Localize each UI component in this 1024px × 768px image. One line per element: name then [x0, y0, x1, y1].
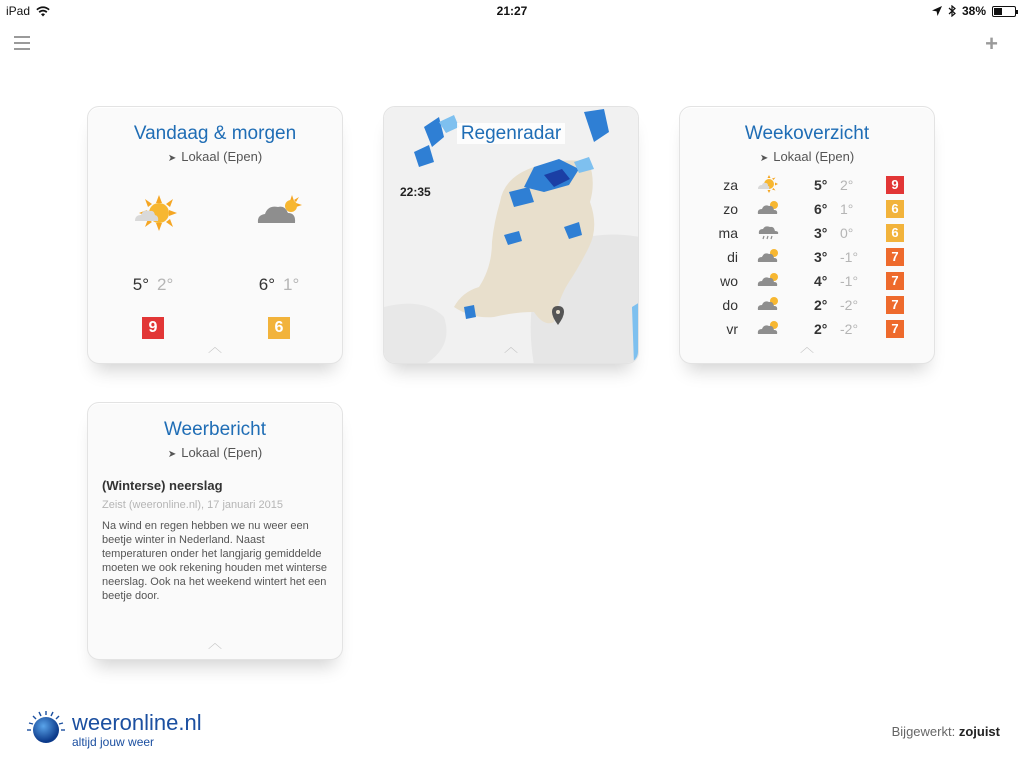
cloud-partly-sunny-icon — [756, 271, 782, 291]
radar-timestamp: 22:35 — [400, 185, 431, 199]
week-row-wo[interactable] — [706, 273, 916, 293]
location-label: ➤ Lokaal (Epen) — [167, 149, 263, 164]
cloud-partly-sunny-icon — [756, 247, 782, 267]
location-label: ➤ Lokaal (Epen) — [759, 149, 855, 164]
forecast-card[interactable] — [87, 402, 343, 660]
today-forecast — [108, 193, 198, 339]
sun-behind-cloud-icon — [129, 193, 177, 233]
week-row-ma[interactable] — [706, 225, 916, 245]
cloud-partly-sunny-icon — [756, 199, 782, 219]
high-temp: 5° — [814, 177, 828, 193]
location-arrow-icon: ➤ — [759, 153, 769, 164]
weather-score-badge: 7 — [886, 320, 904, 338]
weather-score-badge: 7 — [886, 272, 904, 290]
low-temp: -1° — [840, 249, 859, 265]
tomorrow-forecast — [234, 193, 324, 339]
high-temp: 6° — [814, 201, 828, 217]
day-label: ma — [718, 225, 738, 241]
globe-icon — [26, 710, 66, 750]
low-temp: -1° — [840, 273, 859, 289]
day-label: wo — [720, 273, 738, 289]
low-temp: 1° — [840, 201, 854, 217]
day-label: do — [722, 297, 738, 313]
device-label: iPad — [6, 4, 31, 18]
add-icon[interactable]: + — [985, 31, 998, 56]
high-temp: 3° — [814, 225, 828, 241]
expand-chevron-icon[interactable]: ︿ — [208, 635, 222, 651]
week-row-do[interactable] — [706, 297, 916, 317]
updated-value: zojuist — [958, 724, 1000, 739]
high-temp: 4° — [814, 273, 828, 289]
cloud-partly-sunny-icon — [254, 193, 304, 233]
low-temp: 0° — [840, 225, 854, 241]
high-temp: 3° — [814, 249, 828, 265]
brand-tagline: altijd jouw weer — [72, 735, 155, 749]
card-title: Weerbericht — [163, 419, 267, 440]
menu-icon[interactable] — [14, 36, 30, 50]
weather-score-badge: 6 — [886, 200, 904, 218]
week-row-za[interactable] — [706, 177, 916, 197]
low-temp: -2° — [840, 297, 859, 313]
location-arrow-icon: ➤ — [167, 153, 177, 164]
today-card[interactable] — [87, 106, 343, 364]
bluetooth-icon — [948, 5, 956, 17]
weather-score-badge: 6 — [886, 224, 904, 242]
weather-score-badge: 6 — [268, 317, 290, 339]
cloud-partly-sunny-icon — [756, 319, 782, 339]
location-arrow-icon: ➤ — [167, 449, 177, 460]
updated-label: Bijgewerkt: — [891, 724, 956, 739]
card-title: Vandaag & morgen — [133, 123, 297, 144]
status-bar — [0, 0, 1024, 20]
cloud-rain-icon — [756, 223, 782, 243]
radar-card[interactable] — [383, 106, 639, 364]
forecast-text: Na wind en regen hebben we nu weer een beetje winter in Nederland. Naast temperaturen onder het langjarig gemiddelde moeten we ook rekening houden met winterse neerslag. Ook na het weekend wintert het een beetje door. — [102, 520, 328, 602]
low-temp: -2° — [840, 321, 859, 337]
battery-level — [994, 8, 1002, 15]
location-label: ➤ Lokaal (Epen) — [167, 445, 263, 460]
high-temp: 2° — [814, 321, 828, 337]
clock: 21:27 — [496, 4, 528, 18]
last-updated — [892, 724, 1000, 739]
week-card[interactable] — [679, 106, 935, 364]
high-temp: 2° — [814, 297, 828, 313]
radar-map[interactable] — [384, 107, 639, 364]
card-title: Weekoverzicht — [744, 123, 870, 144]
battery-icon — [992, 6, 1016, 17]
temperature: 6° 1° — [258, 275, 300, 294]
low-temp: 2° — [840, 177, 854, 193]
sun-behind-cloud-icon — [756, 175, 782, 195]
battery-percent: 38% — [961, 4, 986, 18]
expand-chevron-icon[interactable]: ︿ — [504, 339, 518, 355]
week-row-zo[interactable] — [706, 201, 916, 221]
brand-logo[interactable] — [26, 710, 202, 750]
weather-score-badge: 9 — [142, 317, 164, 339]
weather-score-badge: 7 — [886, 296, 904, 314]
forecast-headline: (Winterse) neerslag — [102, 478, 223, 493]
temperature: 5° 2° — [132, 275, 174, 294]
week-row-di[interactable] — [706, 249, 916, 269]
cloud-partly-sunny-icon — [756, 295, 782, 315]
weather-score-badge: 9 — [886, 176, 904, 194]
forecast-source: Zeist (weeronline.nl), 17 januari 2015 — [102, 499, 283, 511]
brand-name: weeronline.nl — [72, 710, 202, 735]
day-label: za — [723, 177, 738, 193]
card-title: Regenradar — [384, 123, 638, 145]
weather-score-badge: 7 — [886, 248, 904, 266]
expand-chevron-icon[interactable]: ︿ — [800, 339, 814, 355]
day-label: zo — [723, 201, 738, 217]
day-label: vr — [726, 321, 738, 337]
location-arrow-icon — [932, 6, 942, 16]
day-label: di — [727, 249, 738, 265]
expand-chevron-icon[interactable]: ︿ — [208, 339, 222, 355]
